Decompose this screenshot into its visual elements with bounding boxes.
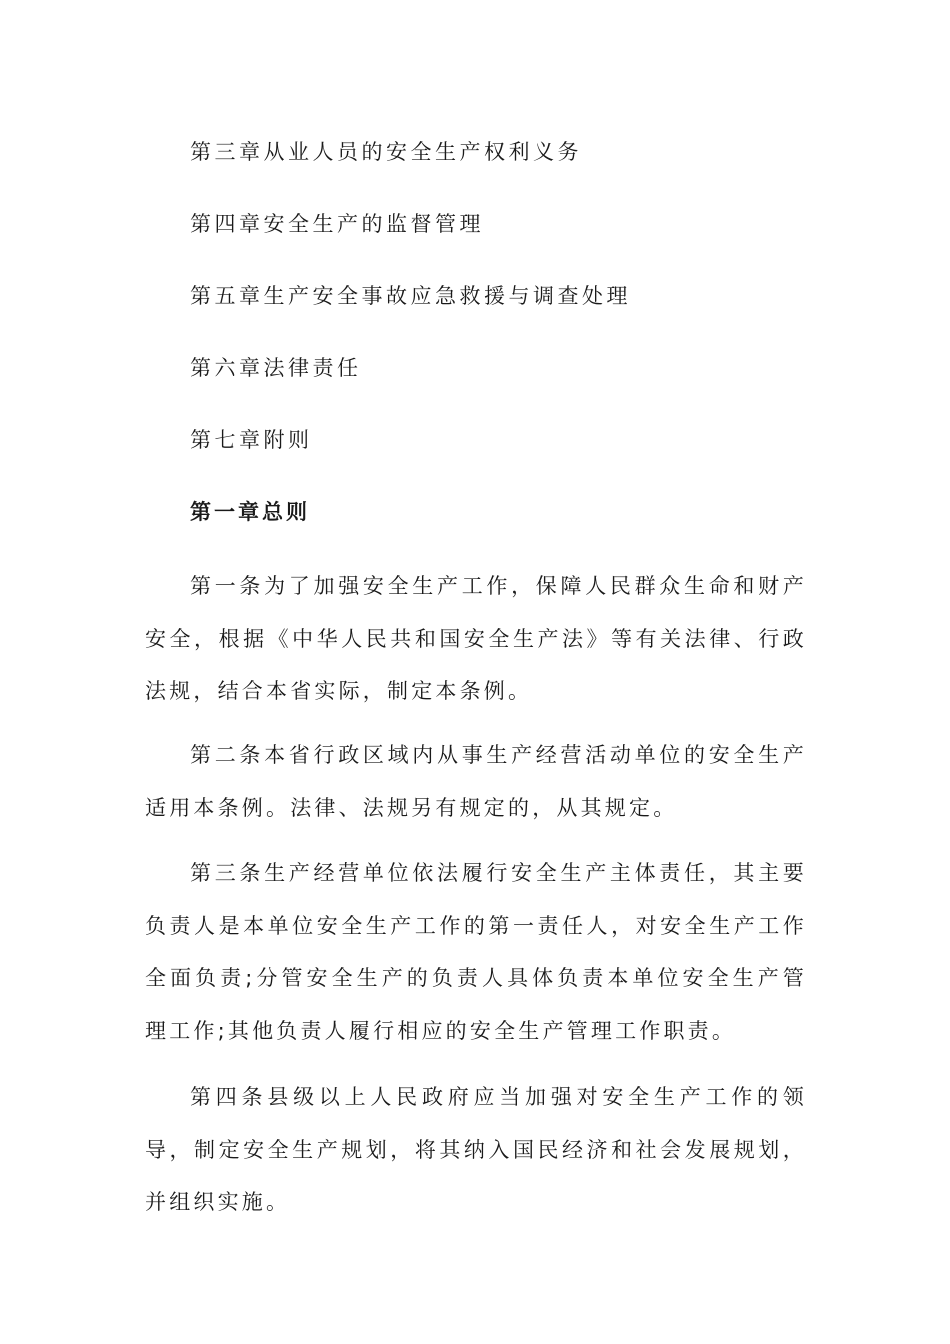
- toc-item-chapter-6: 第六章法律责任: [190, 356, 362, 380]
- toc-item-chapter-7: 第七章附则: [190, 428, 313, 452]
- article-3: 第三条生产经营单位依法履行安全生产主体责任，其主要负责人是本单位安全生产工作的第一责任人，对安全生产工作全面负责;分管安全生产的负责人具体负责本单位安全生产管理工作;其他负责人履行相应的安全生产管理工作职责。: [145, 861, 807, 1043]
- chapter-heading: 第一章总则: [190, 500, 310, 524]
- toc-item-chapter-5: 第五章生产安全事故应急救援与调查处理: [190, 284, 631, 308]
- toc-item-chapter-4: 第四章安全生产的监督管理: [190, 212, 484, 236]
- toc-item-chapter-3: 第三章从业人员的安全生产权利义务: [190, 140, 582, 164]
- article-2: 第二条本省行政区域内从事生产经营活动单位的安全生产适用本条例。法律、法规另有规定的，从其规定。: [145, 743, 807, 820]
- article-4: 第四条县级以上人民政府应当加强对安全生产工作的领导，制定安全生产规划，将其纳入国民经济和社会发展规划，并组织实施。: [145, 1085, 807, 1214]
- article-1: 第一条为了加强安全生产工作，保障人民群众生命和财产安全，根据《中华人民共和国安全生产法》等有关法律、行政法规，结合本省实际，制定本条例。: [145, 574, 807, 703]
